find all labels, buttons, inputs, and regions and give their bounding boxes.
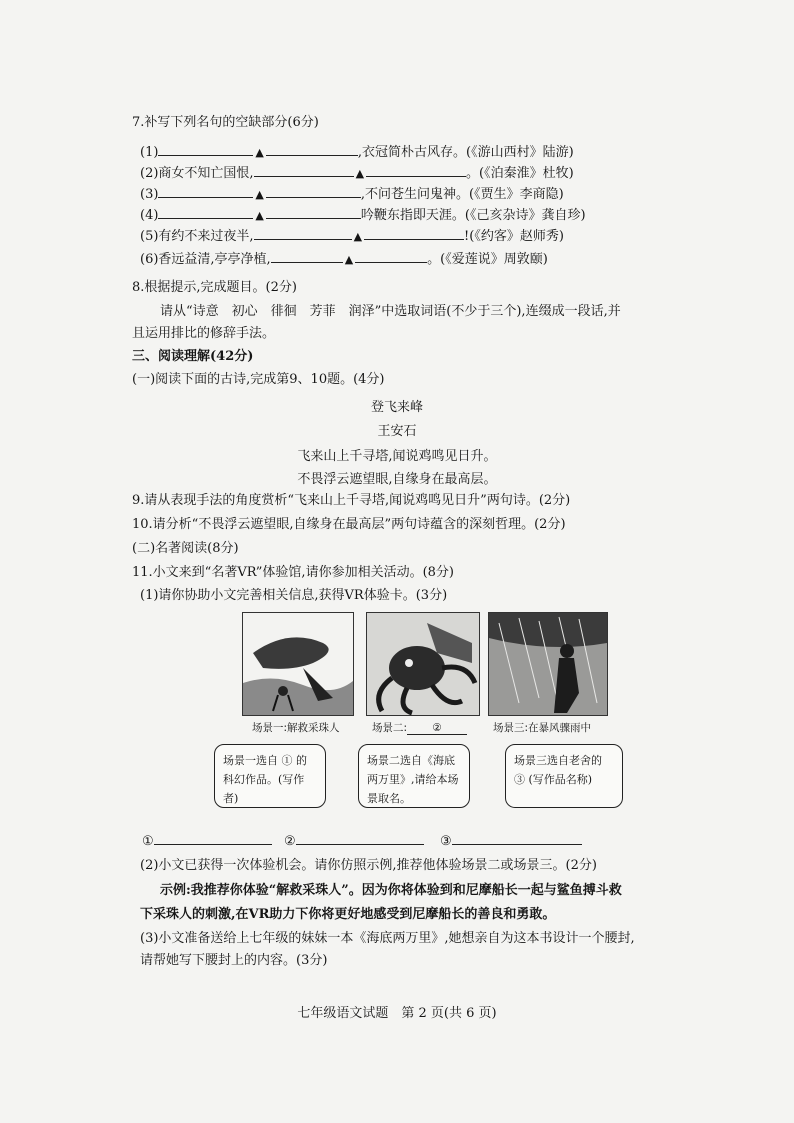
scene1-caption: 场景一:解救采珠人 [252,722,340,734]
q7-item-4: (4) ▲ 吟鞭东指即天涯。(《己亥杂诗》龚自珍) [140,208,586,223]
scene3-caption: 场景三:在暴风骤雨中 [493,722,592,734]
answer-blank[interactable] [154,832,272,845]
q11-2-example-line2: 下采珠人的刺激,在VR助力下你将更好地感受到尼摩船长的善良和勇敢。 [140,907,556,922]
blank-marker-icon: ▲ [255,146,264,159]
page-footer: 七年级语文试题 第 2 页(共 6 页) [297,1006,497,1021]
poem-author: 王安石 [377,424,417,439]
q7-title: 7.补写下列名句的空缺部分(6分) [132,115,319,130]
answer-blank[interactable] [296,832,424,845]
q7-item-6: (6)香远益清,亭亭净植, ▲ 。(《爱莲说》周敦颐) [140,252,548,267]
answer-row-1: ① [142,832,272,849]
section3-title: 三、阅读理解(42分) [132,349,254,364]
blank-marker-icon: ▲ [344,253,354,266]
q11-2-title: (2)小文已获得一次体验机会。请你仿照示例,推荐他体验场景二或场景三。(2分) [140,858,597,873]
q7-item-1: (1) ▲ ,衣冠简朴古风存。(《游山西村》陆游) [140,145,574,160]
blank-marker-icon: ▲ [255,188,264,201]
answer-blank[interactable] [266,143,358,156]
section3-part1: (一)阅读下面的古诗,完成第9、10题。(4分) [132,372,385,387]
answer-row-2: ② [284,832,424,849]
scene3-info-card: 场景三选自老舍的 ③ (写作品名称) [505,744,623,808]
bleed-through-text [380,108,424,124]
answer-blank[interactable] [366,164,466,177]
answer-row-3: ③ [440,832,582,849]
answer-blank[interactable] [254,227,352,240]
q7-item-5: (5)有约不来过夜半, ▲ !(《约客》赵师秀) [140,229,564,244]
blank-marker-icon: ▲ [355,167,365,180]
answer-blank[interactable] [364,227,464,240]
q10: 10.请分析“不畏浮云遮望眼,自缘身在最高层”两句诗蕴含的深刻哲理。(2分) [132,517,566,532]
scene2-name-blank[interactable]: ② [407,722,467,735]
answer-blank[interactable] [158,206,253,219]
q11-3-line1: (3)小文准备送给上七年级的妹妹一本《海底两万里》,她想亲自为这本书设计一个腰封, [140,931,635,946]
poem-line-2: 不畏浮云遮望眼,自缘身在最高层。 [297,472,497,487]
answer-blank[interactable] [452,832,582,845]
q8-body-line1: 请从“诗意 初心 徘徊 芳菲 润泽”中选取词语(不少于三个),连缀成一段话,并 [160,304,621,319]
scene1-info-card: 场景一选自 ① 的科幻作品。(写作者) [214,744,326,808]
scene3-image [488,612,608,716]
q11-1: (1)请你协助小文完善相关信息,获得VR体验卡。(3分) [140,588,448,603]
q7-item-2: (2)商女不知亡国恨, ▲ 。(《泊秦淮》杜牧) [140,166,574,181]
answer-blank[interactable] [158,185,253,198]
scene2-caption: 场景二: ② [372,720,467,735]
answer-blank[interactable] [271,250,343,263]
section3-part2: (二)名著阅读(8分) [132,541,239,556]
poem-title: 登飞来峰 [370,400,423,415]
q7-item-3: (3) ▲ ,不问苍生问鬼神。(《贾生》李商隐) [140,187,564,202]
q11-2-example-line1: 示例:我推荐你体验“解救采珠人”。因为你将体验到和尼摩船长一起与鲨鱼搏斗救 [160,883,622,898]
scene2-image [366,612,480,716]
answer-blank[interactable] [355,250,427,263]
answer-blank[interactable] [266,185,361,198]
blank-marker-icon: ▲ [353,230,363,243]
q8-title: 8.根据提示,完成题目。(2分) [132,280,297,295]
scene2-info-card: 场景二选自《海底两万里》,请给本场景取名。 [358,744,470,808]
poem-line-1: 飞来山上千寻塔,闻说鸡鸣见日升。 [297,449,497,464]
q9: 9.请从表现手法的角度赏析“飞来山上千寻塔,闻说鸡鸣见日升”两句诗。(2分) [132,493,571,508]
answer-blank[interactable] [266,206,361,219]
answer-blank[interactable] [254,164,354,177]
q11: 11.小文来到“名著VR”体验馆,请你参加相关活动。(8分) [132,565,454,580]
q11-3-line2: 请帮她写下腰封上的内容。(3分) [140,953,328,968]
blank-marker-icon: ▲ [255,209,264,222]
answer-blank[interactable] [158,143,253,156]
scene1-image [242,612,354,716]
q8-body-line2: 且运用排比的修辞手法。 [132,326,276,341]
